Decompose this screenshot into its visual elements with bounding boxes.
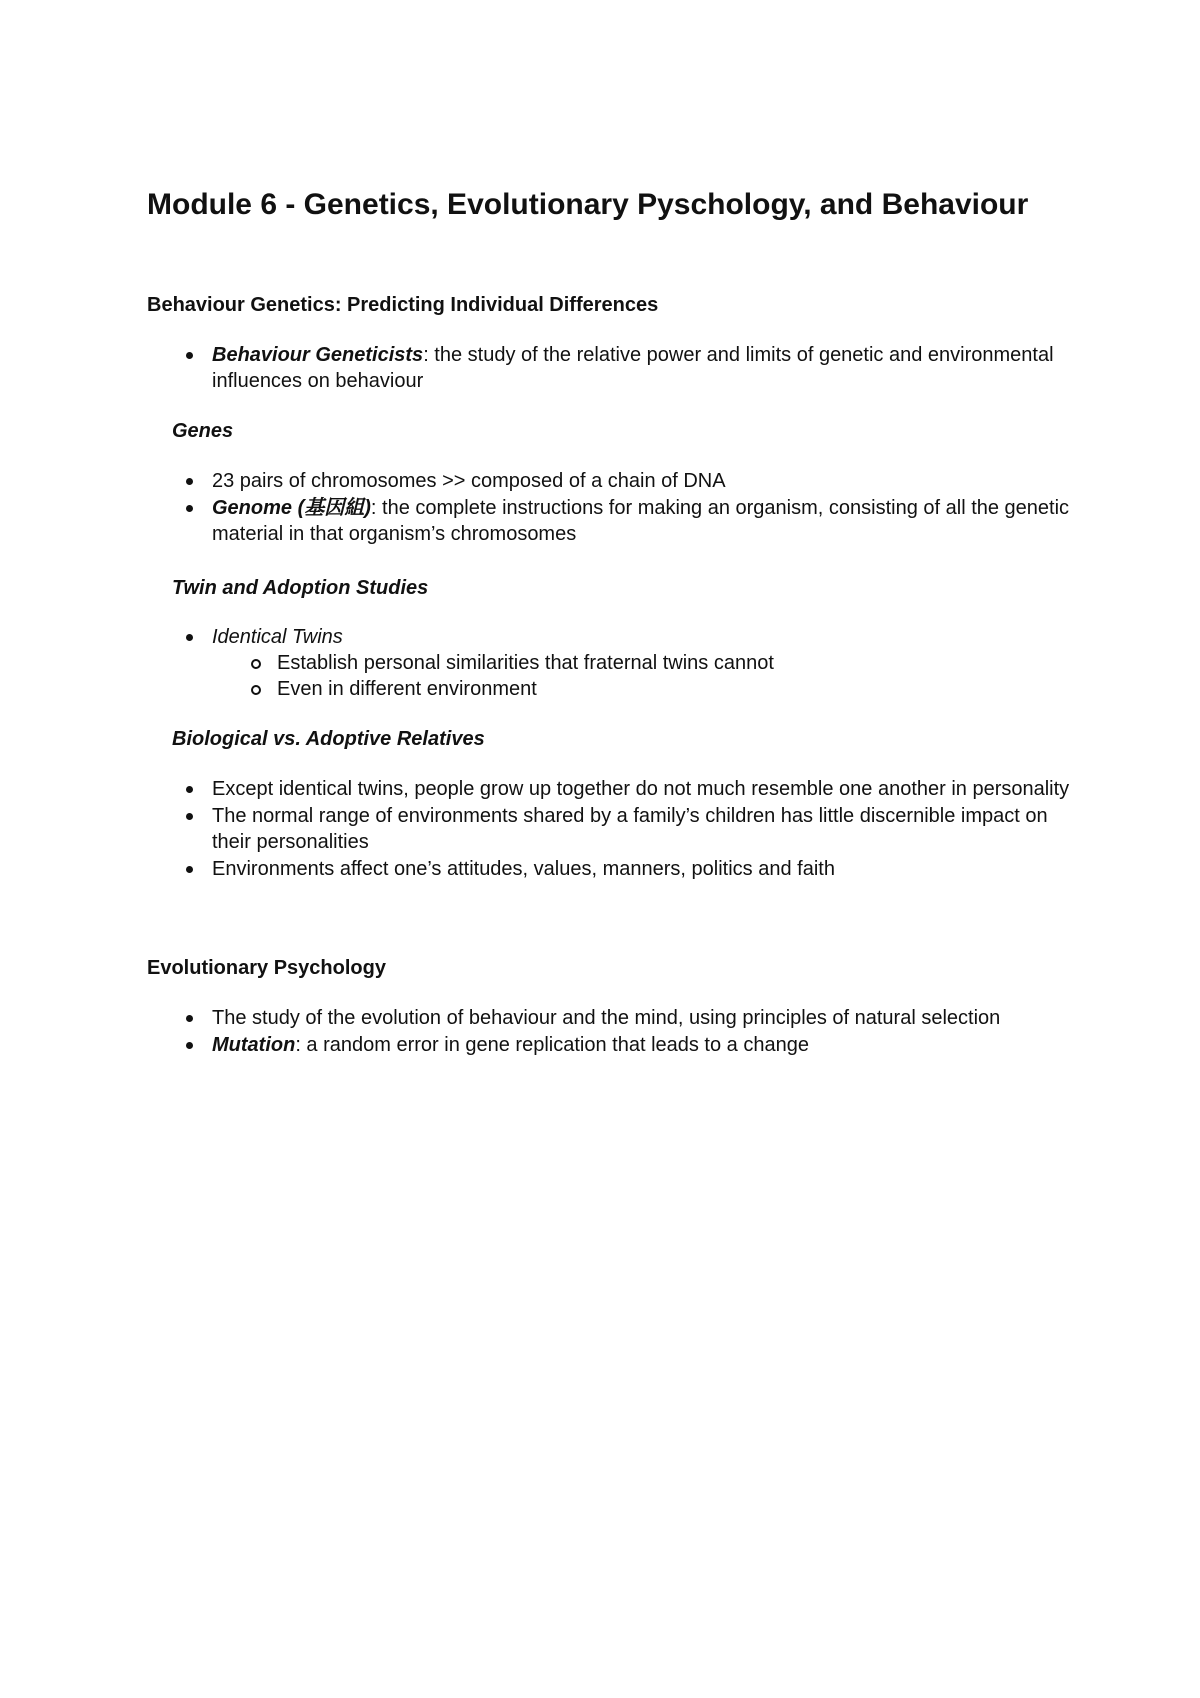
list-item [0,342,1072,394]
list-behaviour-genetics [0,342,1200,395]
list-evolutionary-psychology [0,1005,1200,1059]
sublist-item [0,650,1072,676]
bullet-icon [186,813,193,820]
definition-text: : the complete instructions for making an organism, consisting of all the genetic material in that organism’s chromosomes [212,497,1070,545]
bullet-icon [186,786,193,793]
bullet-icon [186,1042,193,1049]
list-item [0,624,1072,702]
list-item [0,1032,1072,1058]
page-title: Module 6 - Genetics, Evolutionary Pyschology, and Behaviour [147,188,1029,221]
bullet-icon [186,478,193,485]
subheading-twin-adoption: Twin and Adoption Studies [172,577,429,599]
list-item-text: The study of the evolution of behaviour and the mind, using principles of natural selection [212,1007,1001,1029]
list-relatives [0,776,1200,883]
list-item [0,468,1072,494]
list-item [0,1005,1072,1031]
hollow-bullet-icon [251,685,261,695]
bullet-icon [186,1015,193,1022]
hollow-bullet-icon [251,659,261,669]
list-item [0,495,1072,547]
bullet-icon [186,352,193,359]
list-item [0,856,1072,882]
term-mutation: Mutation [212,1034,296,1056]
list-item-text: Environments affect one’s attitudes, values, manners, politics and faith [212,858,835,880]
subheading-relatives: Biological vs. Adoptive Relatives [172,728,485,750]
definition-text: : a random error in gene replication that leads to a change [295,1034,809,1056]
list-item-text: The normal range of environments shared by a family’s children has little discernible impact on their personalities [212,805,1048,853]
list-item-text: Except identical twins, people grow up together do not much resemble one another in personality [212,778,1070,800]
sublist-item-text: Even in different environment [277,678,537,700]
section-heading-evolutionary-psychology: Evolutionary Psychology [147,957,386,979]
bullet-icon [186,505,193,512]
list-genes [0,468,1200,548]
list-item-text: Identical Twins [212,626,343,648]
definition-text: : the study of the relative power and limits of genetic and environmental influences on behaviour [212,344,1054,392]
section-heading-behaviour-genetics: Behaviour Genetics: Predicting Individual Differences [147,294,659,316]
bullet-icon [186,866,193,873]
list-item [0,776,1072,802]
sublist-item-text: Establish personal similarities that fraternal twins cannot [277,652,774,674]
list-item-text: 23 pairs of chromosomes >> composed of a chain of DNA [212,470,726,492]
list-item [0,803,1072,855]
subheading-genes: Genes [172,420,234,442]
bullet-icon [186,634,193,641]
list-twins [0,624,1200,703]
term-behaviour-geneticists: Behaviour Geneticists [212,344,424,366]
sublist-item [0,676,1072,702]
sublist-identical-twins [212,650,1072,702]
term-genome: Genome (基因組) [212,497,371,519]
